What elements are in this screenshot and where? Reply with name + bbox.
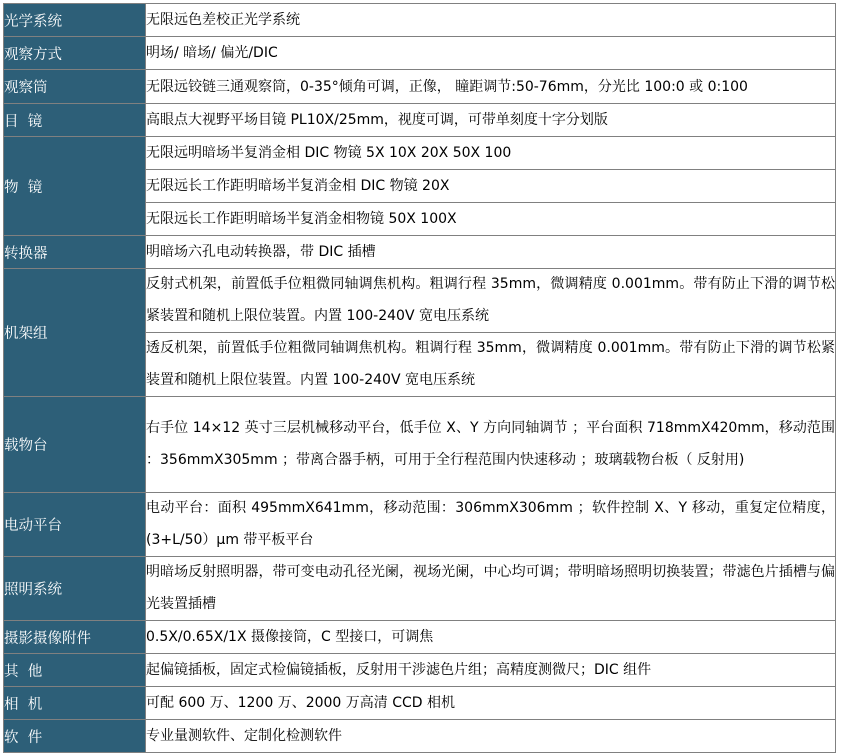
- table-row: [4, 70, 836, 104]
- table-row: [4, 687, 836, 720]
- table-row: [4, 104, 836, 137]
- row-value: 0.5X/0.65X/1X 摄像接筒，C 型接口，可调焦: [146, 621, 836, 654]
- row-value: 右手位 14×12 英寸三层机械移动平台，低手位 X、Y 方向同轴调节 ；平台面积 718mmX420mm，移动范围 ：356mmX305mm ；带离合器手柄，可用于全行程范围内快速移动 ；玻璃载物台板（ 反射用): [146, 397, 836, 493]
- table-row: [4, 720, 836, 753]
- row-label: 观察方式: [4, 37, 146, 70]
- table-row: [4, 137, 836, 170]
- spec-table: [3, 3, 836, 753]
- row-label: 其 他: [4, 654, 146, 687]
- row-label: 摄影摄像附件: [4, 621, 146, 654]
- row-label: 目 镜: [4, 104, 146, 137]
- table-row: [4, 236, 836, 269]
- table-row: [4, 557, 836, 621]
- row-value: 透反机架，前置低手位粗微同轴调焦机构。粗调行程 35mm，微调精度 0.001mm。带有防止下滑的调节松紧装置和随机上限位装置。内置 100-240V 宽电压系统: [146, 333, 836, 397]
- row-value: 无限远铰链三通观察筒，0-35°倾角可调，正像， 瞳距调节:50-76mm，分光比 100:0 或 0:100: [146, 70, 836, 104]
- row-value: 明场/ 暗场/ 偏光/DIC: [146, 37, 836, 70]
- row-label: 转换器: [4, 236, 146, 269]
- row-value: 无限远明暗场半复消金相 DIC 物镜 5X 10X 20X 50X 100: [146, 137, 836, 170]
- row-label: 载物台: [4, 397, 146, 493]
- row-label: 物 镜: [4, 137, 146, 236]
- row-value: 无限远长工作距明暗场半复消金相物镜 50X 100X: [146, 203, 836, 236]
- table-row: [4, 621, 836, 654]
- table-row: [4, 37, 836, 70]
- table-row: [4, 269, 836, 333]
- row-value: 无限远长工作距明暗场半复消金相 DIC 物镜 20X: [146, 170, 836, 203]
- row-value: 明暗场六孔电动转换器，带 DIC 插槽: [146, 236, 836, 269]
- row-label: 相 机: [4, 687, 146, 720]
- row-value: 专业量测软件、定制化检测软件: [146, 720, 836, 753]
- row-value: 电动平台：面积 495mmX641mm，移动范围：306mmX306mm ；软件控制 X、Y 移动，重复定位精度，(3+L/50）μm 带平板平台: [146, 493, 836, 557]
- row-label: 机架组: [4, 269, 146, 397]
- table-row: [4, 4, 836, 37]
- table-row: [4, 654, 836, 687]
- row-value: 高眼点大视野平场目镜 PL10X/25mm，视度可调，可带单刻度十字分划版: [146, 104, 836, 137]
- row-value: 起偏镜插板，固定式检偏镜插板，反射用干涉滤色片组；高精度测微尺；DIC 组件: [146, 654, 836, 687]
- row-value: 明暗场反射照明器，带可变电动孔径光阑，视场光阑，中心均可调；带明暗场照明切换装置；带滤色片插槽与偏光装置插槽: [146, 557, 836, 621]
- row-label: 光学系统: [4, 4, 146, 37]
- row-label: 观察筒: [4, 70, 146, 104]
- row-label: 软 件: [4, 720, 146, 753]
- table-row: [4, 493, 836, 557]
- row-value: 反射式机架，前置低手位粗微同轴调焦机构。粗调行程 35mm，微调精度 0.001mm。带有防止下滑的调节松紧装置和随机上限位装置。内置 100-240V 宽电压系统: [146, 269, 836, 333]
- row-label: 电动平台: [4, 493, 146, 557]
- table-row: [4, 397, 836, 493]
- row-value: 可配 600 万、1200 万、2000 万高清 CCD 相机: [146, 687, 836, 720]
- row-value: 无限远色差校正光学系统: [146, 4, 836, 37]
- row-label: 照明系统: [4, 557, 146, 621]
